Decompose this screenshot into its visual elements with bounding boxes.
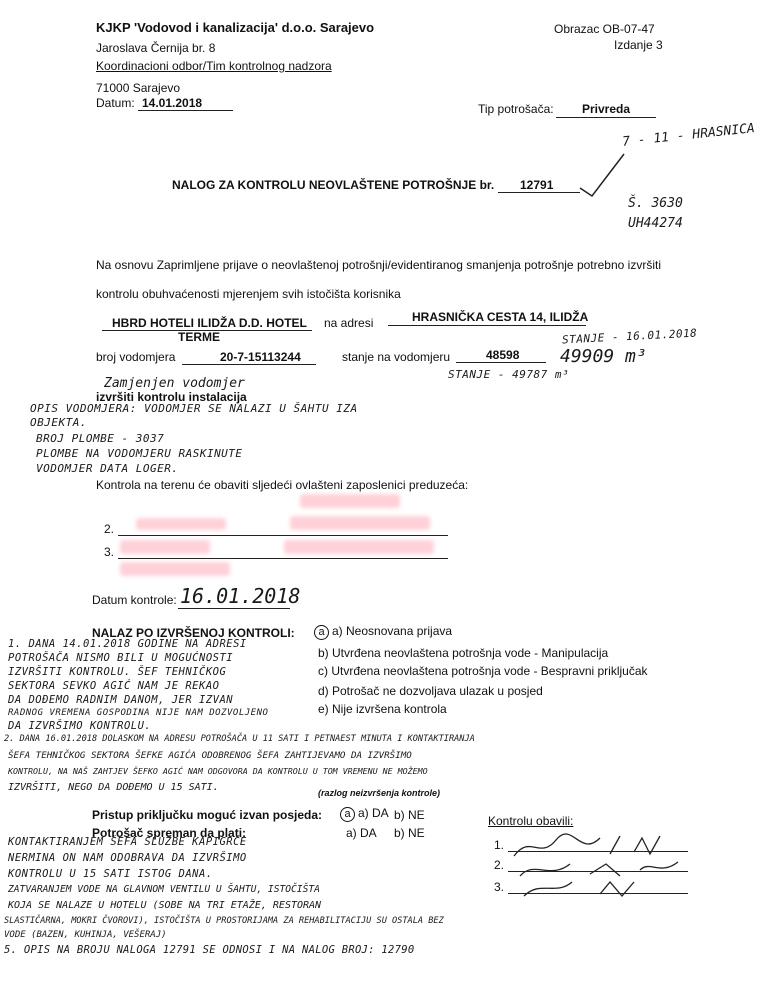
reading-value: 48598 — [486, 348, 520, 362]
meter-underline — [182, 364, 316, 365]
order-number: 12791 — [520, 178, 554, 192]
installation-label: izvršiti kontrolu instalacija — [96, 390, 247, 404]
form-edition: Izdanje 3 — [614, 38, 663, 52]
finding-option-b: b) Utvrđena neovlaštena potrošnja vode - Manipulacija — [318, 646, 609, 660]
employee-row-3-line — [118, 558, 448, 559]
employee-row-2-number: 2. — [104, 522, 115, 536]
control-date-label: Datum kontrole: — [92, 593, 177, 607]
pay-option-b: b) NE — [394, 826, 425, 840]
state-note: STANJE - 16.01.2018 — [561, 326, 698, 347]
redacted-name-2a — [136, 518, 226, 530]
order-number-underline — [498, 192, 580, 193]
performed-label: Kontrolu obavili: — [488, 814, 574, 828]
address-value: HRASNIČKA CESTA 14, ILIDŽA — [412, 310, 589, 324]
finding-hand-1: 1. DANA 14.01.2018 GODINE NA ADRESI — [8, 638, 247, 650]
finding-hand-2: POTROŠAČA NISMO BILI U MOGUĆNOSTI — [8, 652, 234, 664]
redacted-name-3b — [284, 540, 434, 554]
finding-option-c: c) Utvrđena neovlaštena potrošnja vode - Bespravni priključak — [318, 664, 648, 678]
bottom-note-4: ZATVARANJEM VODE NA GLAVNOM VENTILU U ŠAHTU, ISTOČIŠTA — [8, 884, 320, 895]
finding-hand-6: RADNOG VREMENA GOSPODINA NIJE NAM DOZVOLJENO — [8, 708, 269, 718]
finding-full-3: KONTROLU, NA NAŠ ZAHTJEV ŠEFKO AGIĆ NAM ODGOVORA DA KONTROLU U TOM VREMENU NE MOŽEMO — [8, 766, 428, 776]
date-value: 14.01.2018 — [142, 96, 203, 110]
employee-row-2-line — [118, 535, 448, 536]
installation-note-4: PLOMBE NA VODOMJERU RASKINUTE — [36, 447, 243, 460]
bottom-note-1: KONTAKTIRANJEM ŠEFA SLUŽBE KAPIGRČE — [8, 836, 247, 848]
company-city: 71000 Sarajevo — [96, 81, 181, 95]
control-date-underline — [178, 608, 290, 609]
reading-hand2: STANJE - 49787 m³ — [448, 368, 570, 381]
bottom-note-6: SLASTIČARNA, MOKRI ČVOROVI), ISTOČIŠTA U PROSTORIJAMA ZA REHABILITACIJU SU OSTALA BEZ — [4, 916, 444, 926]
client-name-line1: HBRD HOTELI ILIDŽA D.D. HOTEL — [112, 316, 307, 330]
reading-underline — [456, 362, 546, 363]
employees-label: Kontrola na terenu će obaviti sljedeći ovlašteni zaposlenici preduzeća: — [96, 478, 469, 492]
company-name: KJKP 'Vodovod i kanalizacija' d.o.o. Sarajevo — [96, 20, 375, 35]
access-option-a: a a) DA — [340, 806, 389, 822]
control-date-value: 16.01.2018 — [180, 584, 301, 608]
redacted-name-3a — [120, 540, 210, 554]
selected-circle-icon: a — [314, 625, 329, 640]
consumer-type-label: Tip potrošača: — [478, 102, 554, 116]
form-code: Obrazac OB-07-47 — [554, 22, 655, 36]
signature-icon — [510, 830, 700, 900]
bottom-note-2: NERMINA ON NAM ODOBRAVA DA IZVRŠIMO — [8, 852, 247, 864]
bottom-note-8: 5. OPIS NA BROJU NALOGA 12791 SE ODNOSI I NA NALOG BROJ: 12790 — [4, 944, 415, 956]
performed-row-3: 3. — [494, 880, 505, 894]
finding-hand-4: SEKTORA SEVKO AGIĆ NAM JE REKAO — [8, 680, 220, 692]
finding-option-a: a a) Neosnovana prijava — [314, 624, 452, 640]
reading-hand: 49909 m³ — [560, 346, 647, 367]
reason-note: (razlog neizvršenja kontrole) — [318, 788, 441, 798]
client-name-line2: TERME — [178, 330, 220, 344]
finding-hand-3: IZVRŠITI KONTROLU. ŠEF TEHNIČKOG — [8, 666, 227, 678]
address-label: na adresi — [324, 316, 374, 330]
date-underline — [138, 110, 233, 111]
redacted-name-4 — [120, 562, 230, 576]
company-street: Jaroslava Černija br. 8 — [96, 41, 216, 55]
redacted-name-1 — [300, 494, 400, 508]
check-mark-icon — [578, 150, 628, 200]
performed-row-1: 1. — [494, 838, 505, 852]
meter-label: broj vodomjera — [96, 350, 176, 364]
margin-note-code1: Š. 3630 — [628, 196, 683, 211]
intro-line1: Na osnovu Zaprimljene prijave o neovlaštenoj potrošnji/evidentiranog smanjenja potrošnje potrebno izvršiti — [96, 258, 661, 272]
access-option-b: b) NE — [394, 808, 425, 822]
finding-full-4: IZVRŠITI, NEGO DA DOĐEMO U 15 SATI. — [8, 782, 219, 793]
installation-note-3: BROJ PLOMBE - 3037 — [36, 432, 165, 445]
reading-label: stanje na vodomjeru — [342, 350, 451, 364]
employee-row-3-number: 3. — [104, 545, 115, 559]
finding-full-2: ŠEFA TEHNIČKOG SEKTORA ŠEFKE AGIĆA ODOBRENOG ŠEFA ZAHTIJEVAMO DA IZVRŠIMO — [8, 750, 412, 761]
finding-hand-7: DA IZVRŠIMO KONTROLU. — [8, 720, 152, 732]
order-title: NALOG ZA KONTROLU NEOVLAŠTENE POTROŠNJE br. — [172, 178, 495, 192]
finding-option-e: e) Nije izvršena kontrola — [318, 702, 447, 716]
installation-note-2: OBJEKTA. — [30, 416, 87, 429]
client-name-underline — [102, 330, 312, 331]
selected-circle-icon: a — [340, 807, 355, 822]
consumer-type-value: Privreda — [582, 102, 631, 116]
address-underline — [388, 325, 586, 326]
bottom-note-7: VODE (BAZEN, KUHINJA, VEŠERAJ) — [4, 930, 167, 940]
bottom-note-3: KONTROLU U 15 SATI ISTOG DANA. — [8, 868, 213, 880]
findings-label: NALAZ PO IZVRŠENOJ KONTROLI: — [92, 626, 295, 640]
date-label: Datum: — [96, 96, 135, 110]
margin-note-location: 7 - 11 - HRASNICA — [621, 121, 756, 150]
finding-full-1: 2. DANA 16.01.2018 DOLASKOM NA ADRESU POTROŠAČA U 11 SATI I PETNAEST MINUTA I KONTAKTIRANJA — [4, 734, 475, 744]
installation-note-5: VODOMJER DATA LOGER. — [36, 462, 179, 475]
performed-row-2: 2. — [494, 858, 505, 872]
pay-option-a: a) DA — [346, 826, 377, 840]
company-department: Koordinacioni odbor/Tim kontrolnog nadzora — [96, 59, 332, 73]
installation-hand-title: Zamjenjen vodomjer — [104, 376, 245, 391]
margin-note-code2: UH44274 — [628, 216, 683, 231]
bottom-note-5: KOJA SE NALAZE U HOTELU (SOBE NA TRI ETAŽE, RESTORAN — [8, 900, 322, 911]
pay-label: Potrošač spreman da plati: — [92, 826, 247, 840]
finding-option-d: d) Potrošač ne dozvoljava ulazak u posjed — [318, 684, 543, 698]
finding-hand-5: DA DOĐEMO RADNIM DANOM, JER IZVAN — [8, 694, 234, 706]
installation-note-1: OPIS VODOMJERA: VODOMJER SE NALAZI U ŠAHTU IZA — [30, 402, 358, 415]
intro-line2: kontrolu obuhvaćenosti mjerenjem svih istočišta korisnika — [96, 287, 401, 301]
meter-value: 20-7-15113244 — [220, 350, 301, 364]
consumer-type-underline — [556, 117, 656, 118]
access-label: Pristup priključku moguć izvan posjeda: — [92, 808, 323, 822]
redacted-name-2b — [290, 516, 430, 530]
